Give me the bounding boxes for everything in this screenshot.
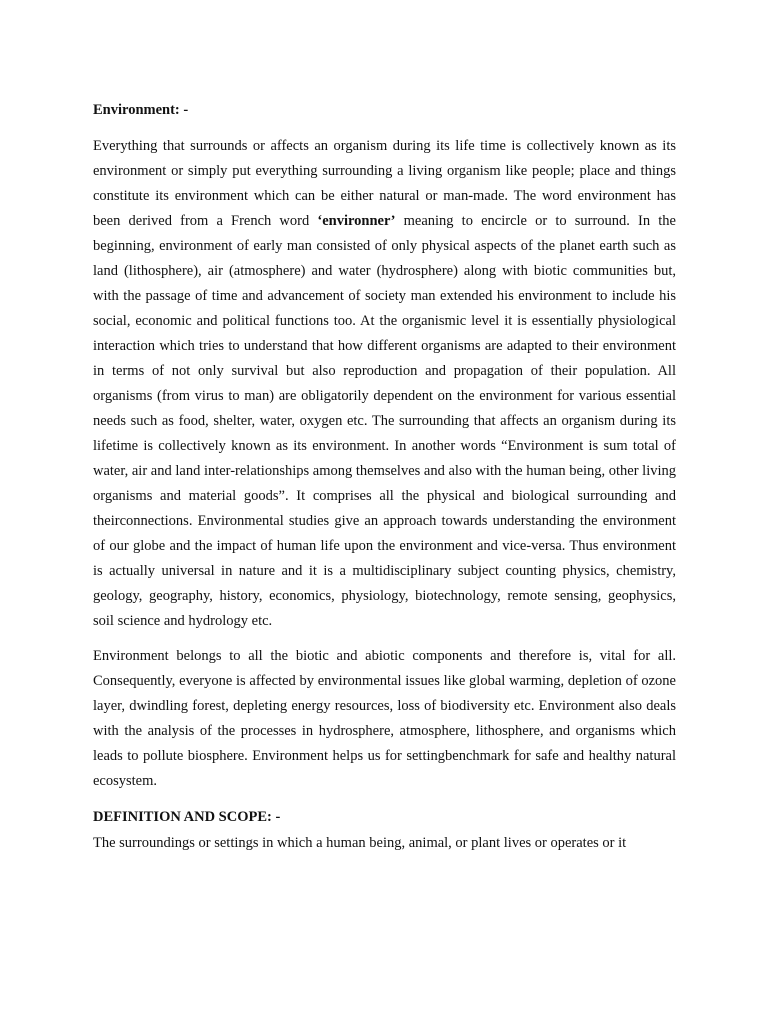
term-environner: ‘environner’ bbox=[317, 213, 396, 229]
paragraph-1-text-a: Everything that surrounds or affects an organism during its life time is collectively known as its environment or simply put everything surrounding a living organism like people; place and things constitute its environment which can be either natural or man-made. The word environment has been derived from a French word bbox=[93, 138, 676, 229]
heading-definition-and-scope: DEFINITION AND SCOPE: - bbox=[93, 809, 281, 825]
document-body bbox=[93, 98, 676, 856]
paragraph-environment-intro bbox=[93, 134, 676, 634]
heading-environment: Environment: - bbox=[93, 102, 189, 118]
paragraph-definition: The surroundings or settings in which a human being, animal, or plant lives or operates or it bbox=[93, 835, 627, 851]
paragraph-environment-importance: Environment belongs to all the biotic and abiotic components and therefore is, vital for all. Consequently, everyone is affected by environmental issues like global warming, depletion of ozone layer, dwindling forest, depleting energy resources, loss of biodiversity etc. Environment also deals with the analysis of the processes in hydrosphere, atmosphere, lithosphere, and organisms which leads to pollute biosphere. Environment helps us for settingbenchmark for safe and healthy natural ecosystem. bbox=[93, 648, 676, 789]
paragraph-1-text-b: meaning to encircle or to surround. In the beginning, environment of early man consisted of only physical aspects of the planet earth such as land (lithosphere), air (atmosphere) and water (hydrosphere) along with biotic communities but, with the passage of time and advancement of society man extended his environment to include his social, economic and political functions too. At the organismic level it is essentially physiological interaction which tries to understand that how different organisms are adapted to their environment in terms of not only survival but also reproduction and propagation of their population. All organisms (from virus to man) are obligatorily dependent on the environment for various essential needs such as food, shelter, water, oxygen etc. The surrounding that affects an organism during its lifetime is collectively known as its environment. In another words “Environment is sum total of water, air and land inter-relationships among themselves and also with the human being, other living organisms and material goods”. It comprises all the physical and biological surrounding and theirconnections. Environmental studies give an approach towards understanding the environment of our globe and the impact of human life upon the environment and vice-versa. Thus environment is actually universal in nature and it is a multidisciplinary subject counting physics, chemistry, geology, geography, history, economics, physiology, biotechnology, remote sensing, geophysics, soil science and hydrology etc. bbox=[93, 213, 677, 629]
